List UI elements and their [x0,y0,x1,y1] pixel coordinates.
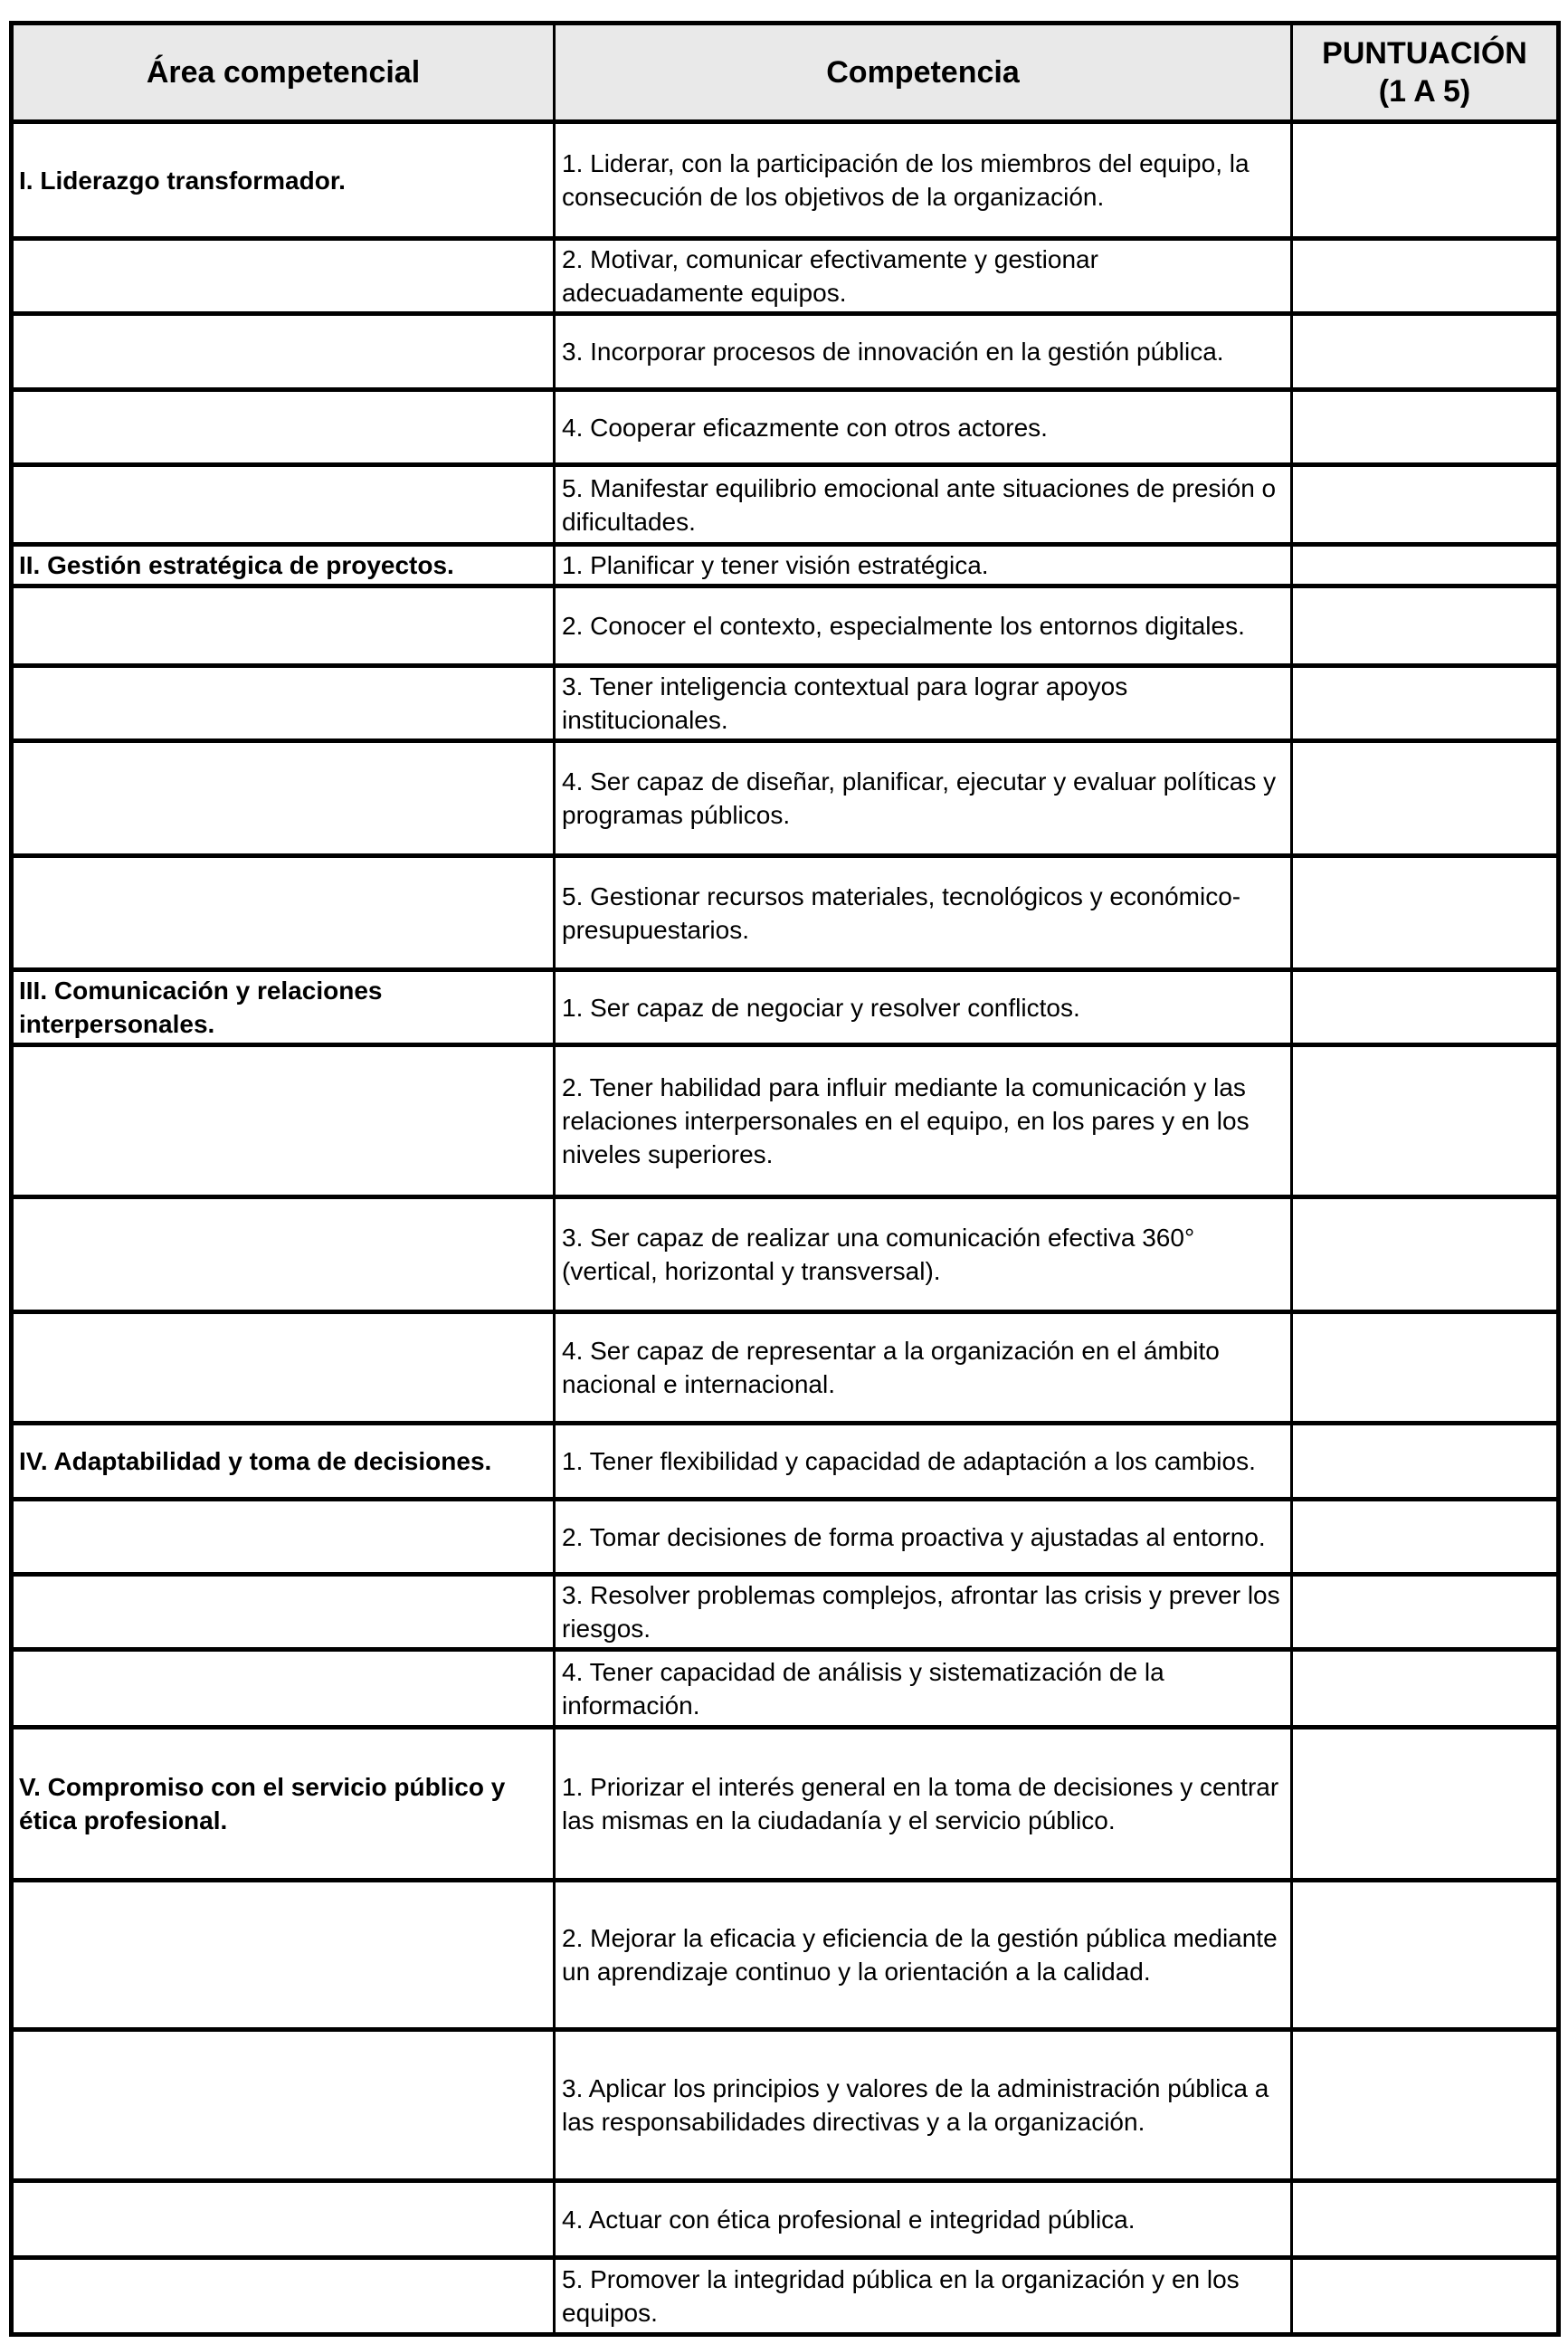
competencia-cell: 4. Ser capaz de representar a la organización en el ámbito nacional e internacional. [555,1312,1292,1424]
puntuacion-cell[interactable] [1292,1575,1559,1650]
area-cell [12,390,555,465]
area-cell: I. Liderazgo transformador. [12,122,555,239]
puntuacion-cell[interactable] [1292,1312,1559,1424]
area-cell: IV. Adaptabilidad y toma de decisiones. [12,1424,555,1500]
competency-evaluation-table [9,21,1561,2337]
area-cell [12,1312,555,1424]
table-row [12,1881,1559,2030]
puntuacion-cell[interactable] [1292,2258,1559,2335]
table-row [12,1197,1559,1312]
competencia-cell: 4. Cooperar eficazmente con otros actores. [555,390,1292,465]
puntuacion-cell[interactable] [1292,465,1559,545]
area-cell [12,314,555,390]
header-competencia: Competencia [555,24,1292,122]
area-cell [12,1881,555,2030]
puntuacion-cell[interactable] [1292,122,1559,239]
area-cell [12,1500,555,1575]
puntuacion-cell[interactable] [1292,1197,1559,1312]
area-cell [12,239,555,314]
table-row [12,970,1559,1045]
puntuacion-cell[interactable] [1292,2030,1559,2181]
table-row [12,1575,1559,1650]
area-cell [12,2258,555,2335]
puntuacion-cell[interactable] [1292,1045,1559,1197]
table-row [12,1728,1559,1881]
table-row [12,545,1559,586]
competencia-cell: 5. Gestionar recursos materiales, tecnológicos y económico-presupuestarios. [555,856,1292,970]
area-cell [12,666,555,741]
table-row [12,1312,1559,1424]
puntuacion-cell[interactable] [1292,2181,1559,2258]
puntuacion-cell[interactable] [1292,1881,1559,2030]
competencia-cell: 4. Tener capacidad de análisis y sistematización de la información. [555,1650,1292,1728]
area-cell [12,586,555,666]
area-cell [12,1575,555,1650]
puntuacion-cell[interactable] [1292,1424,1559,1500]
area-cell [12,2181,555,2258]
header-puntuacion-line2: (1 A 5) [1378,74,1471,109]
table-row [12,1424,1559,1500]
table-row [12,2030,1559,2181]
area-cell [12,856,555,970]
competencia-cell: 1. Planificar y tener visión estratégica. [555,545,1292,586]
competencia-cell: 5. Manifestar equilibrio emocional ante situaciones de presión o dificultades. [555,465,1292,545]
table-row [12,856,1559,970]
area-cell [12,741,555,856]
area-cell: II. Gestión estratégica de proyectos. [12,545,555,586]
table-row [12,122,1559,239]
competencia-cell: 2. Motivar, comunicar efectivamente y gestionar adecuadamente equipos. [555,239,1292,314]
competencia-cell: 3. Tener inteligencia contextual para lograr apoyos institucionales. [555,666,1292,741]
competencia-cell: 2. Mejorar la eficacia y eficiencia de la gestión pública mediante un aprendizaje continuo y la orientación a la calidad. [555,1881,1292,2030]
puntuacion-cell[interactable] [1292,1500,1559,1575]
competencia-cell: 3. Aplicar los principios y valores de la administración pública a las responsabilidades directivas y a la organización. [555,2030,1292,2181]
area-cell [12,1197,555,1312]
table-row [12,1045,1559,1197]
header-puntuacion [1292,24,1559,122]
table-row [12,2181,1559,2258]
puntuacion-cell[interactable] [1292,856,1559,970]
table-row [12,465,1559,545]
competencia-cell: 1. Liderar, con la participación de los miembros del equipo, la consecución de los objetivos de la organización. [555,122,1292,239]
table-row [12,741,1559,856]
table-row [12,390,1559,465]
puntuacion-cell[interactable] [1292,239,1559,314]
puntuacion-cell[interactable] [1292,1650,1559,1728]
header-row [12,24,1559,122]
competencia-cell: 2. Tener habilidad para influir mediante la comunicación y las relaciones interpersonales en el equipo, en los pares y en los niveles superiores. [555,1045,1292,1197]
competencia-cell: 1. Tener flexibilidad y capacidad de adaptación a los cambios. [555,1424,1292,1500]
competencia-cell: 3. Incorporar procesos de innovación en la gestión pública. [555,314,1292,390]
competencia-cell: 3. Resolver problemas complejos, afrontar las crisis y prever los riesgos. [555,1575,1292,1650]
puntuacion-cell[interactable] [1292,390,1559,465]
competencia-cell: 1. Priorizar el interés general en la toma de decisiones y centrar las mismas en la ciudadanía y el servicio público. [555,1728,1292,1881]
competencia-cell: 4. Actuar con ética profesional e integridad pública. [555,2181,1292,2258]
area-cell [12,1045,555,1197]
area-cell [12,465,555,545]
competencia-cell: 2. Conocer el contexto, especialmente los entornos digitales. [555,586,1292,666]
competencia-cell: 2. Tomar decisiones de forma proactiva y ajustadas al entorno. [555,1500,1292,1575]
puntuacion-cell[interactable] [1292,586,1559,666]
puntuacion-cell[interactable] [1292,314,1559,390]
table-row [12,666,1559,741]
header-puntuacion-line1: PUNTUACIÓN [1322,35,1527,71]
puntuacion-cell[interactable] [1292,970,1559,1045]
competencia-cell: 5. Promover la integridad pública en la organización y en los equipos. [555,2258,1292,2335]
area-cell: V. Compromiso con el servicio público y ética profesional. [12,1728,555,1881]
puntuacion-cell[interactable] [1292,666,1559,741]
puntuacion-cell[interactable] [1292,1728,1559,1881]
header-area-competencial: Área competencial [12,24,555,122]
table-row [12,239,1559,314]
table-row [12,1500,1559,1575]
puntuacion-cell[interactable] [1292,545,1559,586]
area-cell [12,1650,555,1728]
table-row [12,586,1559,666]
table-row [12,314,1559,390]
competencia-cell: 4. Ser capaz de diseñar, planificar, ejecutar y evaluar políticas y programas públicos. [555,741,1292,856]
puntuacion-cell[interactable] [1292,741,1559,856]
area-cell: III. Comunicación y relaciones interpersonales. [12,970,555,1045]
area-cell [12,2030,555,2181]
competencia-cell: 3. Ser capaz de realizar una comunicación efectiva 360° (vertical, horizontal y transversal). [555,1197,1292,1312]
competencia-cell: 1. Ser capaz de negociar y resolver conflictos. [555,970,1292,1045]
table-row [12,1650,1559,1728]
table-row [12,2258,1559,2335]
